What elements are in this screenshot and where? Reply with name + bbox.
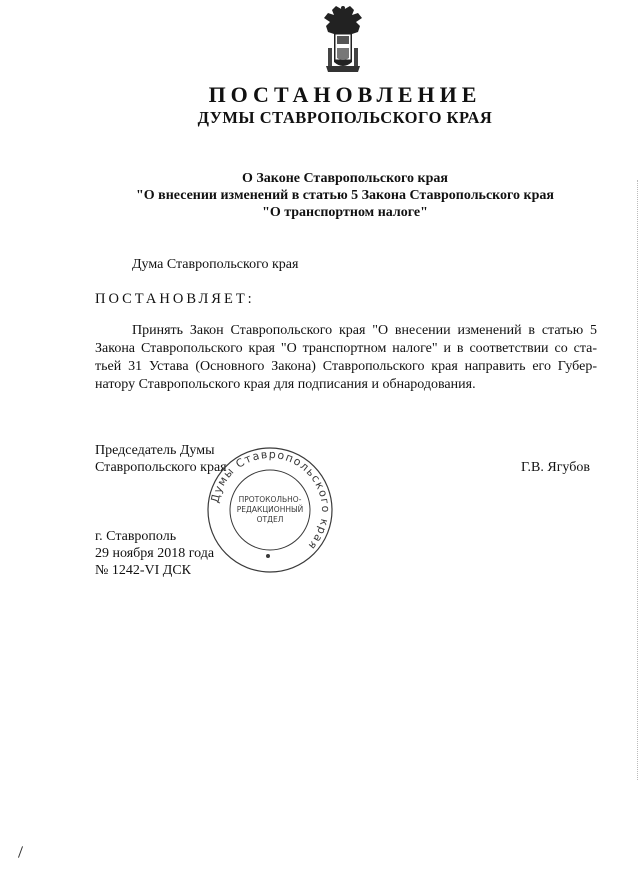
scan-mark (18, 846, 23, 858)
signer-position-line2: Ставропольского края (95, 460, 227, 475)
law-title (0, 170, 640, 221)
paragraph-line: тьей 31 Устава (Основного Закона) Ставропольского края направить его Губер- (95, 359, 597, 374)
law-title-line: "О внесении изменений в статью 5 Закона Ставропольского края (136, 188, 554, 203)
document-number: № 1242-VI ДСК (95, 563, 192, 578)
document-title: ПОСТАНОВЛЕНИЕ (208, 82, 482, 107)
stamp-center-line: ОТДЕЛ (256, 515, 284, 524)
stamp-ring-text: Думы Ставропольского края (208, 447, 333, 553)
resolution-paragraph (95, 322, 597, 394)
stamp-center-line: РЕДАКЦИОННЫЙ (236, 505, 304, 514)
signer-position-line1: Председатель Думы (95, 443, 215, 458)
paragraph-line: Закона Ставропольского края "О транспортном налоге" и в соответствии со ста- (95, 341, 597, 356)
duma-label: Дума Ставропольского края (132, 257, 299, 272)
scan-edge (635, 180, 638, 780)
paragraph-line: натору Ставропольского края для подписания и обнародования. (95, 377, 476, 392)
resolves-label: ПОСТАНОВЛЯЕТ: (95, 291, 255, 307)
law-title-line: "О транспортном налоге" (262, 205, 428, 220)
signing-city: г. Ставрополь (95, 529, 177, 544)
official-stamp (204, 444, 336, 576)
law-title-line: О Законе Ставропольского края (242, 171, 448, 186)
coat-of-arms-icon (314, 4, 372, 74)
signing-date: 29 ноября 2018 года (95, 546, 215, 561)
document-subtitle: ДУМЫ СТАВРОПОЛЬСКОГО КРАЯ (197, 108, 493, 127)
paragraph-line: Принять Закон Ставропольского края "О внесении изменений в статью 5 (132, 323, 597, 338)
signer-name: Г.В. Ягубов (521, 460, 590, 475)
stamp-center-line: ПРОТОКОЛЬНО- (238, 495, 302, 504)
